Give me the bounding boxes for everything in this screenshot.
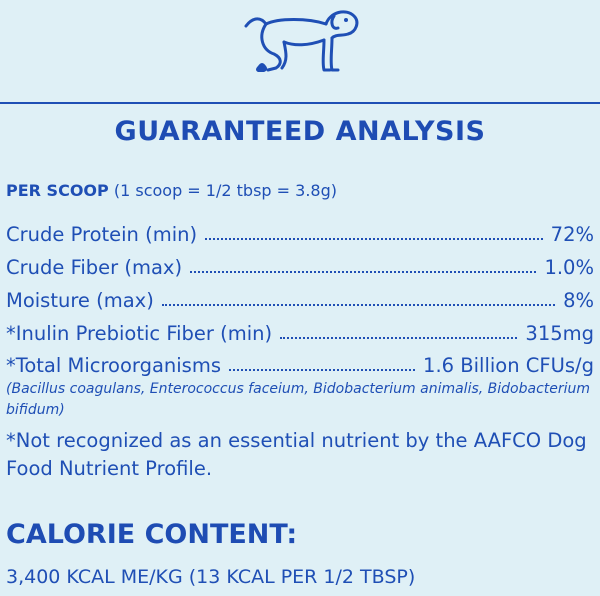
per-scoop-detail: (1 scoop = 1/2 tbsp = 3.8g): [113, 181, 337, 200]
footnote: *Not recognized as an essential nutrient by the AAFCO Dog Food Nutrient Profile.: [6, 429, 587, 480]
per-scoop-line: [6, 181, 337, 200]
analysis-row: [6, 317, 594, 345]
per-scoop-label: PER SCOOP: [6, 181, 109, 200]
analysis-row: [6, 284, 594, 312]
guaranteed-analysis-heading: GUARANTEED ANALYSIS: [114, 116, 486, 147]
analysis-value: 315mg: [525, 322, 594, 345]
dot-leader: [190, 270, 536, 273]
strains-note: (Bacillus coagulans, Enterococcus faceium, Bidobacterium animalis, Bidobacterium bifidum): [6, 381, 591, 418]
analysis-name: Crude Fiber (max): [6, 256, 183, 279]
analysis-value: 8%: [563, 289, 594, 312]
analysis-value: 1.0%: [544, 256, 594, 279]
calorie-content-heading: CALORIE CONTENT:: [6, 519, 298, 550]
analysis-value: 1.6 Billion CFUs/g: [423, 354, 594, 377]
analysis-name: Moisture (max): [6, 289, 154, 312]
analysis-row: [6, 251, 594, 279]
analysis-name: *Inulin Prebiotic Fiber (min): [6, 322, 273, 345]
divider-line: [0, 102, 600, 104]
dot-leader: [162, 303, 555, 306]
dot-leader: [280, 336, 517, 339]
analysis-name: *Total Microorganisms: [6, 354, 221, 377]
analysis-row: [6, 349, 594, 377]
dot-leader: [205, 237, 543, 240]
analysis-value: 72%: [550, 223, 594, 246]
analysis-row: [6, 218, 594, 246]
dog-pooping-icon: [238, 6, 362, 78]
dot-leader: [229, 368, 415, 371]
analysis-name: Crude Protein (min): [6, 223, 198, 246]
calorie-content-value: 3,400 KCAL ME/KG (13 KCAL PER 1/2 TBSP): [6, 566, 416, 588]
